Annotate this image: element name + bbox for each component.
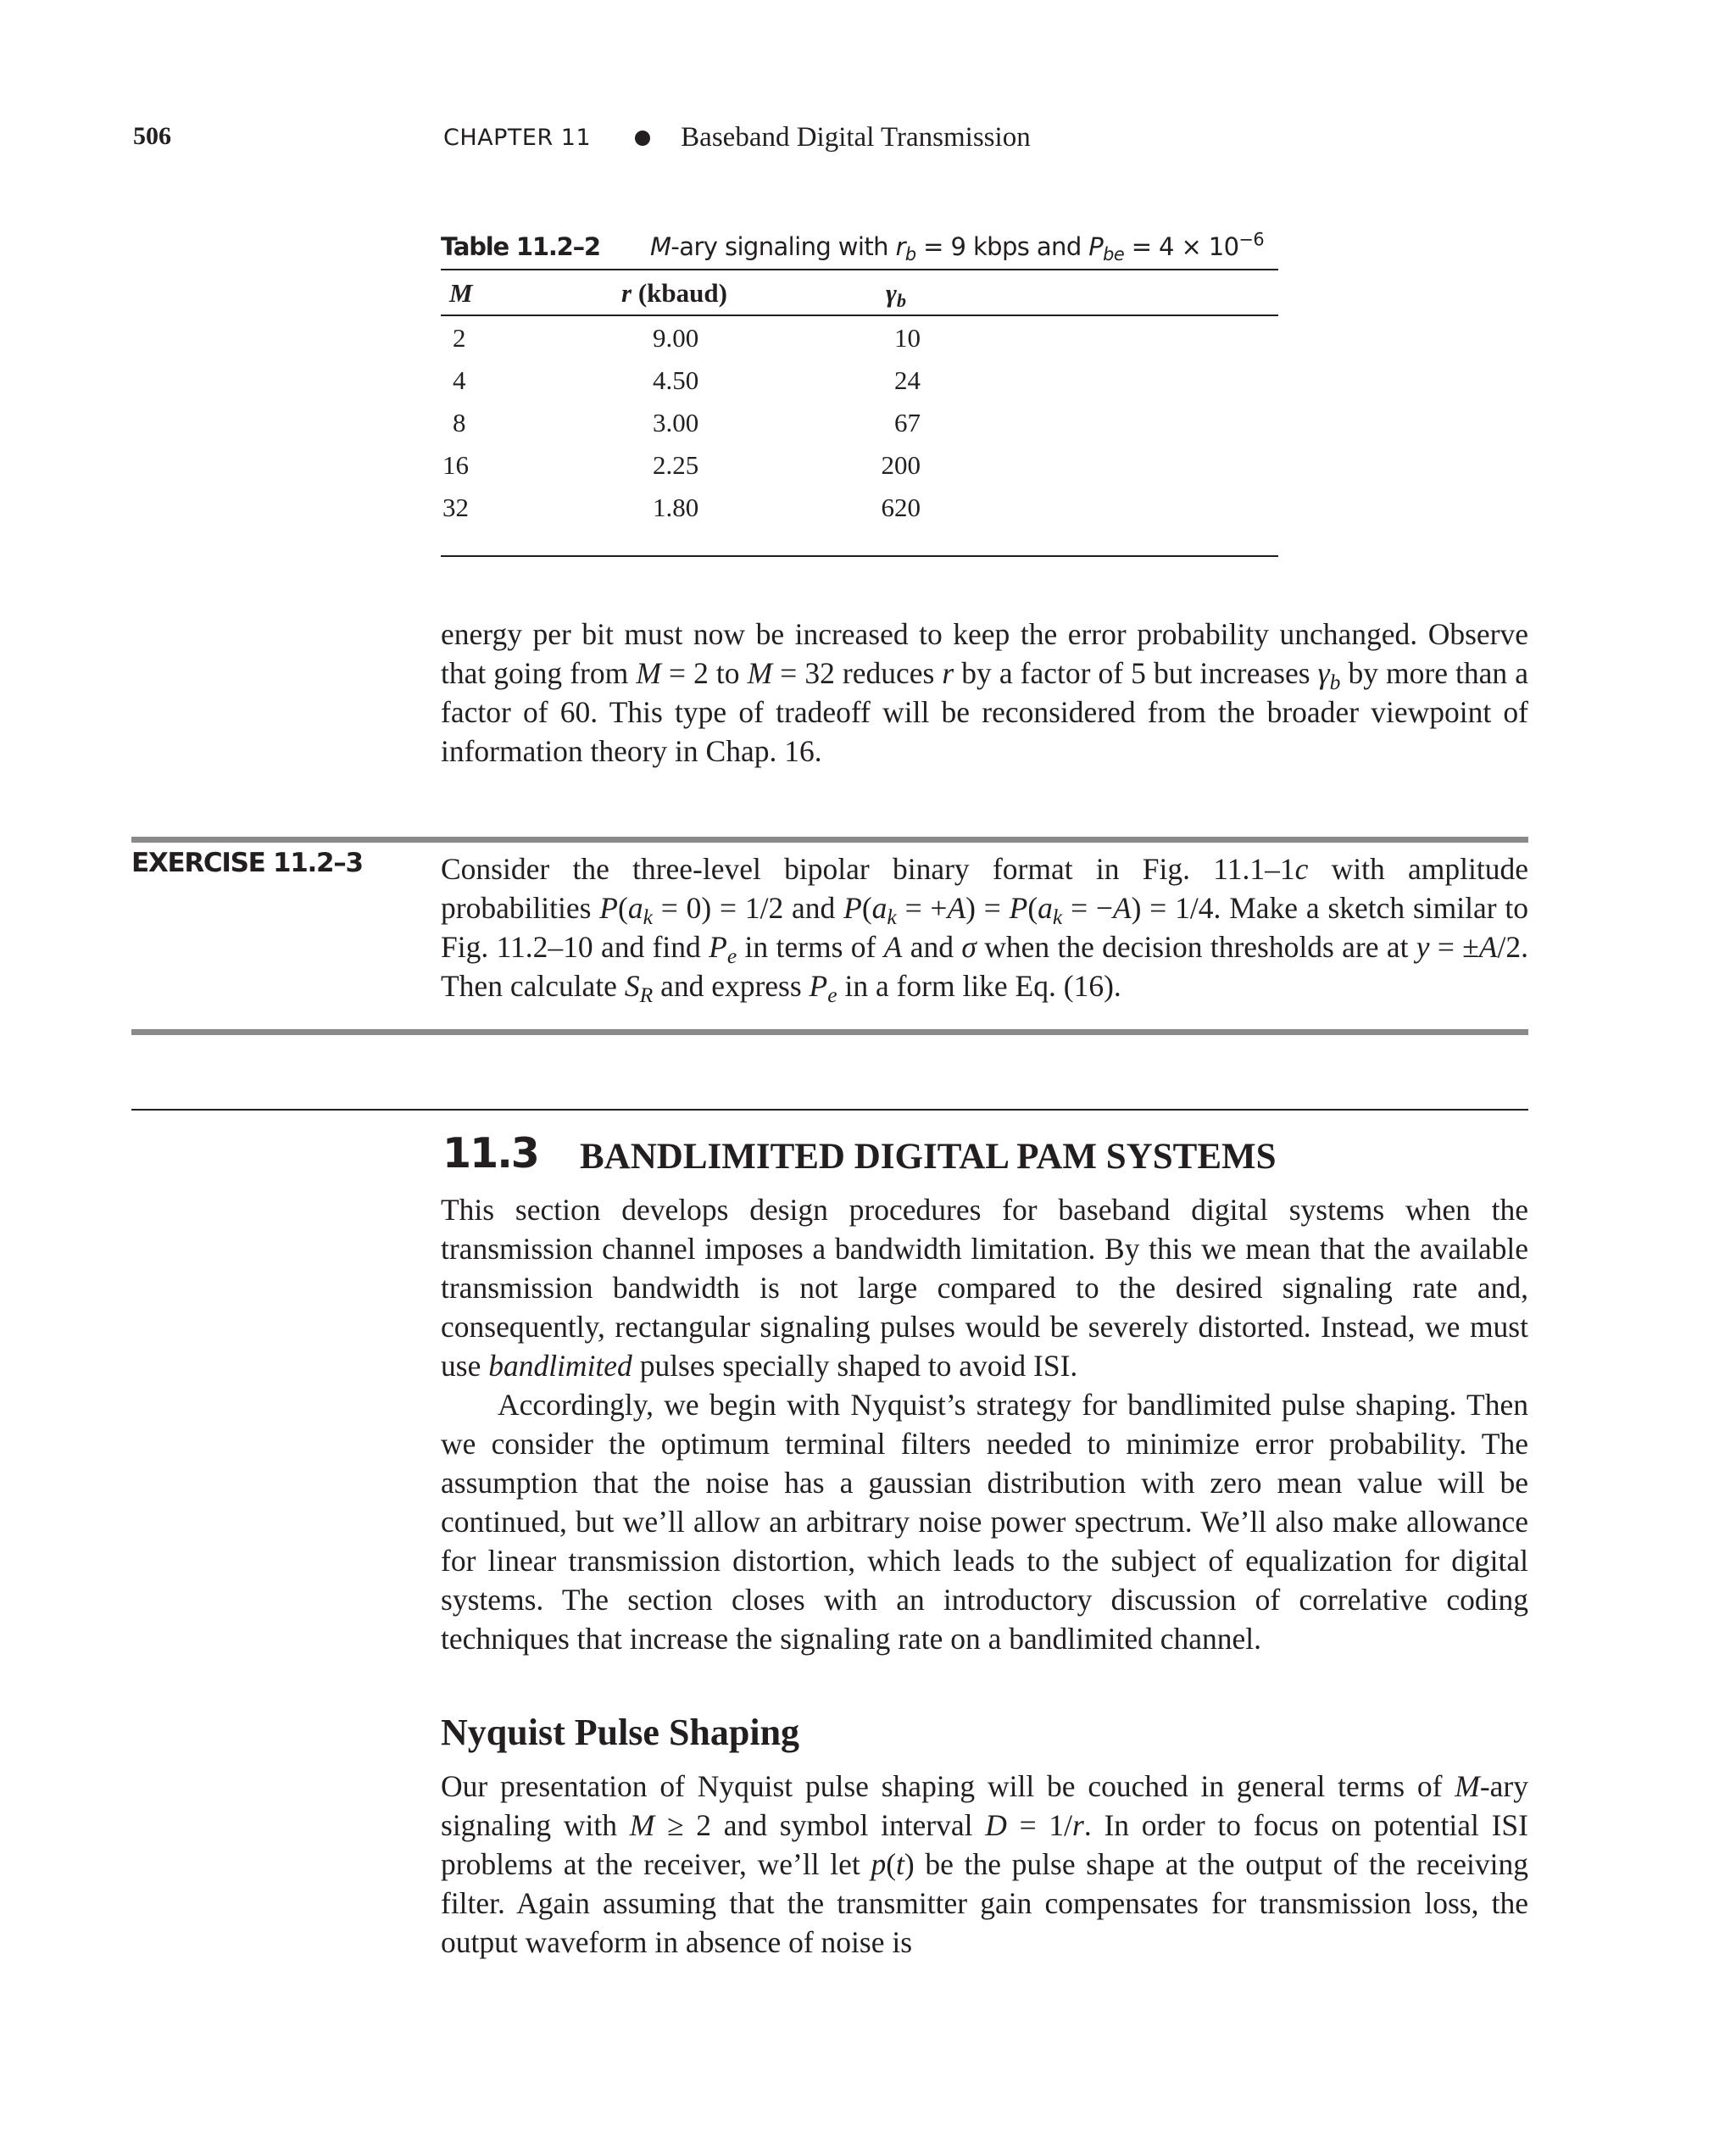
table-cell-m: 4 bbox=[453, 365, 466, 395]
table-cell-m: 32 bbox=[442, 493, 469, 522]
chapter-label: CHAPTER 11 bbox=[443, 125, 592, 151]
table-cell-r: 2.25 bbox=[653, 450, 699, 480]
table-cell-gamma: 200 bbox=[881, 450, 921, 480]
exercise-text: Consider the three-level bipolar binary format in Fig. 11.1–1c with amplitude probabilities $P(a_k = 0) = 1/2$ and $P(a_k = +A) = P(a_k = -A) = 1/4$. Make a sketch similar to Fig. 11.2–10 and find $P_e$ in terms of A and σ when the decision thresholds are at y = ±A/2. Then calculate $S_R$ and express $P_e$ in a form like Eq. (16). bbox=[441, 852, 1529, 1008]
table-cell-m: 2 bbox=[453, 323, 466, 353]
table-caption: M-ary signaling with $r_b = 9$ kbps and $P_{be} = 4 \times 10^{-6}$ bbox=[650, 229, 1265, 264]
table-cell-r: 9.00 bbox=[653, 323, 699, 353]
table-cell-gamma: 10 bbox=[894, 323, 921, 353]
section-number: 11.3 bbox=[442, 1129, 538, 1177]
table-header-m: M bbox=[449, 278, 473, 308]
paragraph-tradeoff: energy per bit must now be increased to keep the error probability unchanged. Observe that going from M = 2 to M = 32 reduces r by a factor of 5 but increases $\gamma_b$ by more than a factor of 60. This type of tradeoff will be reconsidered from the broader viewpoint of information theory in Chap. 16. bbox=[441, 617, 1528, 768]
table-bottom-rule bbox=[441, 555, 1278, 557]
table-cell-gamma: 24 bbox=[894, 365, 921, 395]
chapter-title: Baseband Digital Transmission bbox=[681, 122, 1031, 153]
table-label: Table 11.2–2 bbox=[441, 232, 600, 261]
running-head bbox=[443, 122, 1031, 153]
bullet-icon bbox=[635, 131, 650, 146]
table-header-gamma: $\gamma_b$ bbox=[886, 278, 907, 312]
exercise-label: EXERCISE 11.2–3 bbox=[131, 848, 363, 878]
table-cell-m: 8 bbox=[453, 408, 466, 437]
subsection-paragraph: Our presentation of Nyquist pulse shaping will be couched in general terms of M-ary signaling with M ≥ 2 and symbol interval D = 1/r. In order to focus on potential ISI problems at the receiver, we’ll let p(t) be the pulse shape at the output of the receiving filter. Again assuming that the transmitter gain compensates for transmission loss, the output waveform in absence of noise is bbox=[441, 1769, 1528, 1959]
page-number: 506 bbox=[133, 122, 171, 150]
table-cell-r: 3.00 bbox=[653, 408, 699, 437]
subsection-title: Nyquist Pulse Shaping bbox=[441, 1712, 800, 1753]
exercise-top-rule bbox=[131, 837, 1528, 843]
section-rule bbox=[131, 1109, 1528, 1111]
table-cell-r: 1.80 bbox=[653, 493, 699, 522]
table-cell-gamma: 67 bbox=[894, 408, 921, 437]
table-cell-m: 16 bbox=[442, 450, 469, 480]
table-cell-r: 4.50 bbox=[653, 365, 699, 395]
table-header-r: r (kbaud) bbox=[621, 278, 727, 308]
exercise-bottom-rule bbox=[131, 1029, 1528, 1035]
section-title: BANDLIMITED DIGITAL PAM SYSTEMS bbox=[580, 1137, 1277, 1177]
table-cell-gamma: 620 bbox=[881, 493, 921, 522]
table-top-rule bbox=[441, 269, 1278, 270]
section-paragraph-2: Accordingly, we begin with Nyquist’s strategy for bandlimited pulse shaping. Then we consider the optimum terminal filters needed to minimize error probability. The assumption that the noise has a gaussian distribution with zero mean value will be continued, but we’ll allow an arbitrary noise power spectrum. We’ll also make allowance for linear transmission distortion, which leads to the subject of equalization for digital systems. The section closes with an introductory discussion of correlative coding techniques that increase the signaling rate on a bandlimited channel. bbox=[441, 1388, 1528, 1656]
table-header-rule bbox=[441, 315, 1278, 316]
section-paragraph-1: This section develops design procedures for baseband digital systems when the transmission channel imposes a bandwidth limitation. By this we mean that the available transmission bandwidth is not large compared to the desired signaling rate and, consequently, rectangular signaling pulses would be severely distorted. Instead, we must use bandlimited pulses specially shaped to avoid ISI. bbox=[441, 1193, 1528, 1383]
